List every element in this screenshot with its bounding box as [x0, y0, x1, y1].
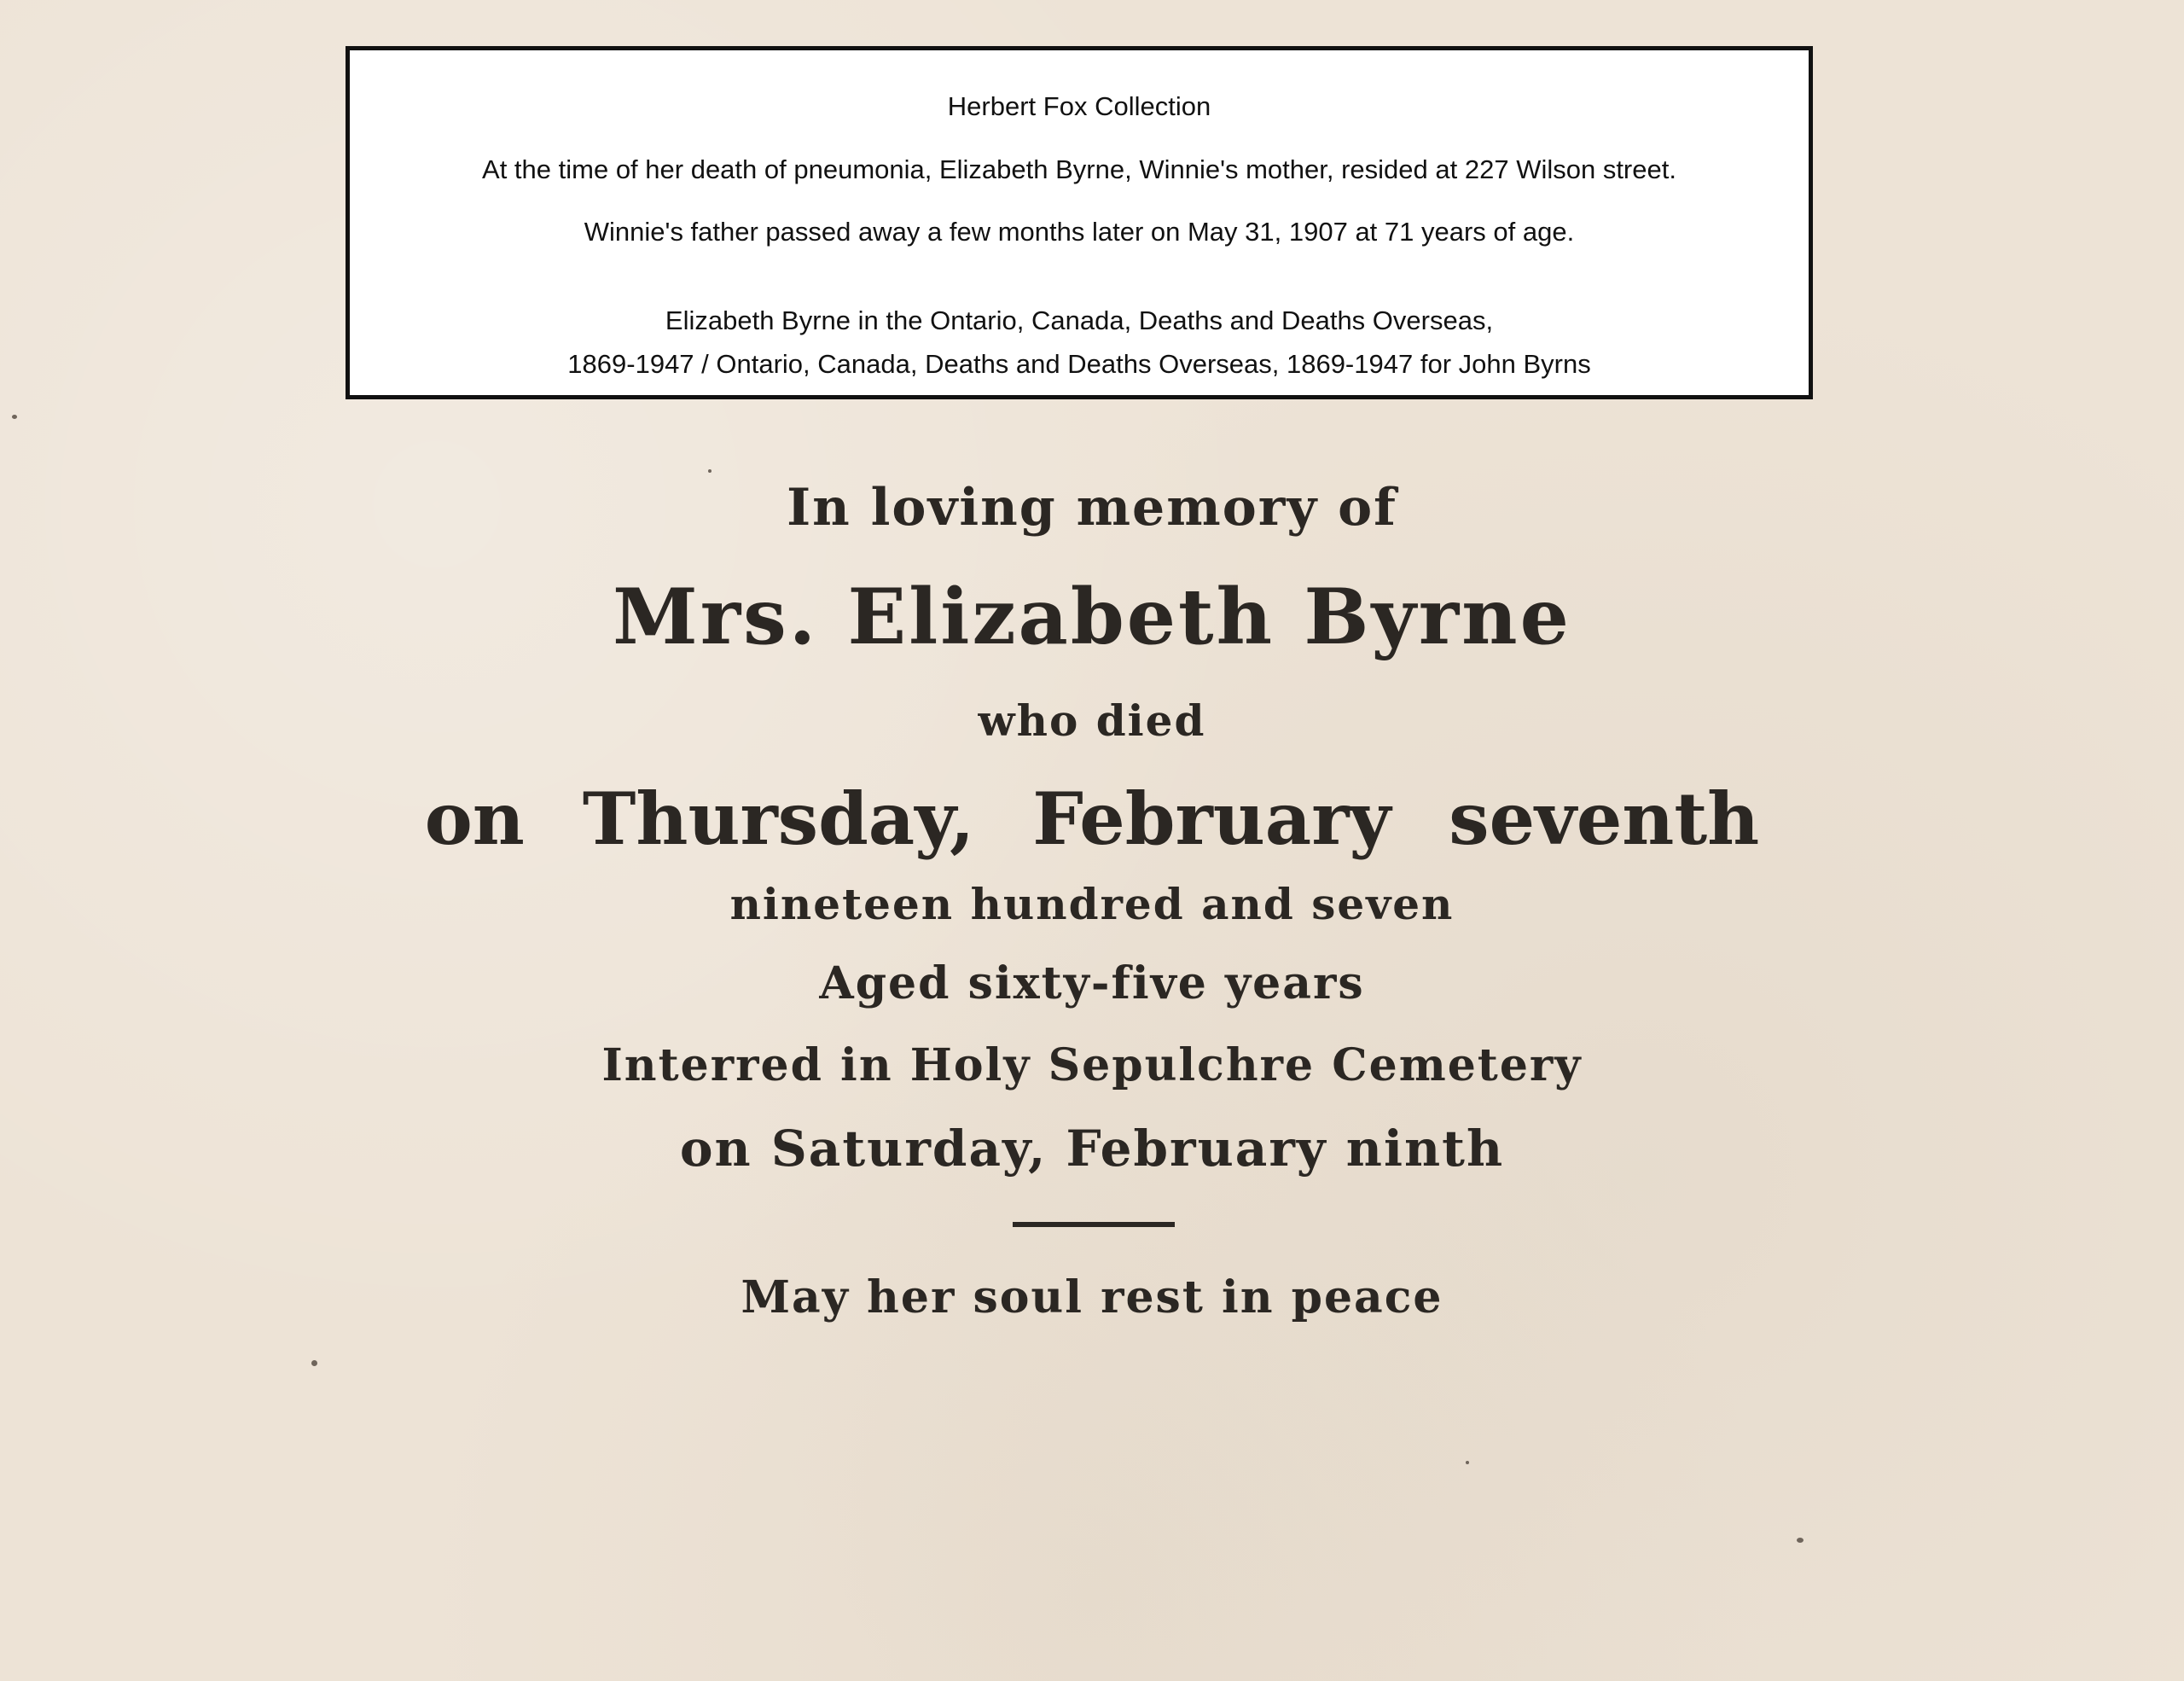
- interment-line: Interred in Holy Sepulchre Cemetery: [601, 1039, 1583, 1091]
- paper-speck: [311, 1360, 317, 1366]
- collection-heading: Herbert Fox Collection: [947, 91, 1211, 121]
- closing-prayer: May her soul rest in peace: [741, 1271, 1443, 1323]
- paper-speck: [708, 469, 712, 473]
- divider-rule: [1013, 1222, 1175, 1227]
- paper-speck: [1466, 1461, 1469, 1464]
- death-date-prefix: on: [424, 777, 525, 861]
- paper-speck: [12, 415, 17, 419]
- death-month: February: [1032, 777, 1391, 861]
- caption-box: [346, 46, 1813, 399]
- death-day: seventh: [1449, 777, 1760, 861]
- caption-paragraph-father: Winnie's father passed away a few months later on May 31, 1907 at 71 years of age.: [584, 217, 1575, 247]
- age-line: Aged sixty-five years: [819, 957, 1365, 1009]
- caption-paragraph-death: At the time of her death of pneumonia, Elizabeth Byrne, Winnie's mother, resided at 227 Wilson street.: [482, 154, 1676, 184]
- paper-speck: [1797, 1538, 1804, 1543]
- death-weekday: Thursday,: [582, 777, 975, 861]
- source-line-2: 1869-1947 / Ontario, Canada, Deaths and Deaths Overseas, 1869-1947 for John Byrns: [567, 349, 1591, 379]
- death-year-line: nineteen hundred and seven: [729, 879, 1455, 929]
- source-line-1: Elizabeth Byrne in the Ontario, Canada, Deaths and Deaths Overseas,: [665, 305, 1494, 335]
- interment-date-line: on Saturday, February ninth: [679, 1120, 1505, 1178]
- deceased-name: Mrs. Elizabeth Byrne: [613, 572, 1571, 662]
- death-date-line: [0, 777, 2184, 861]
- who-died-line: who died: [978, 695, 1206, 746]
- intro-line: In loving memory of: [787, 478, 1397, 538]
